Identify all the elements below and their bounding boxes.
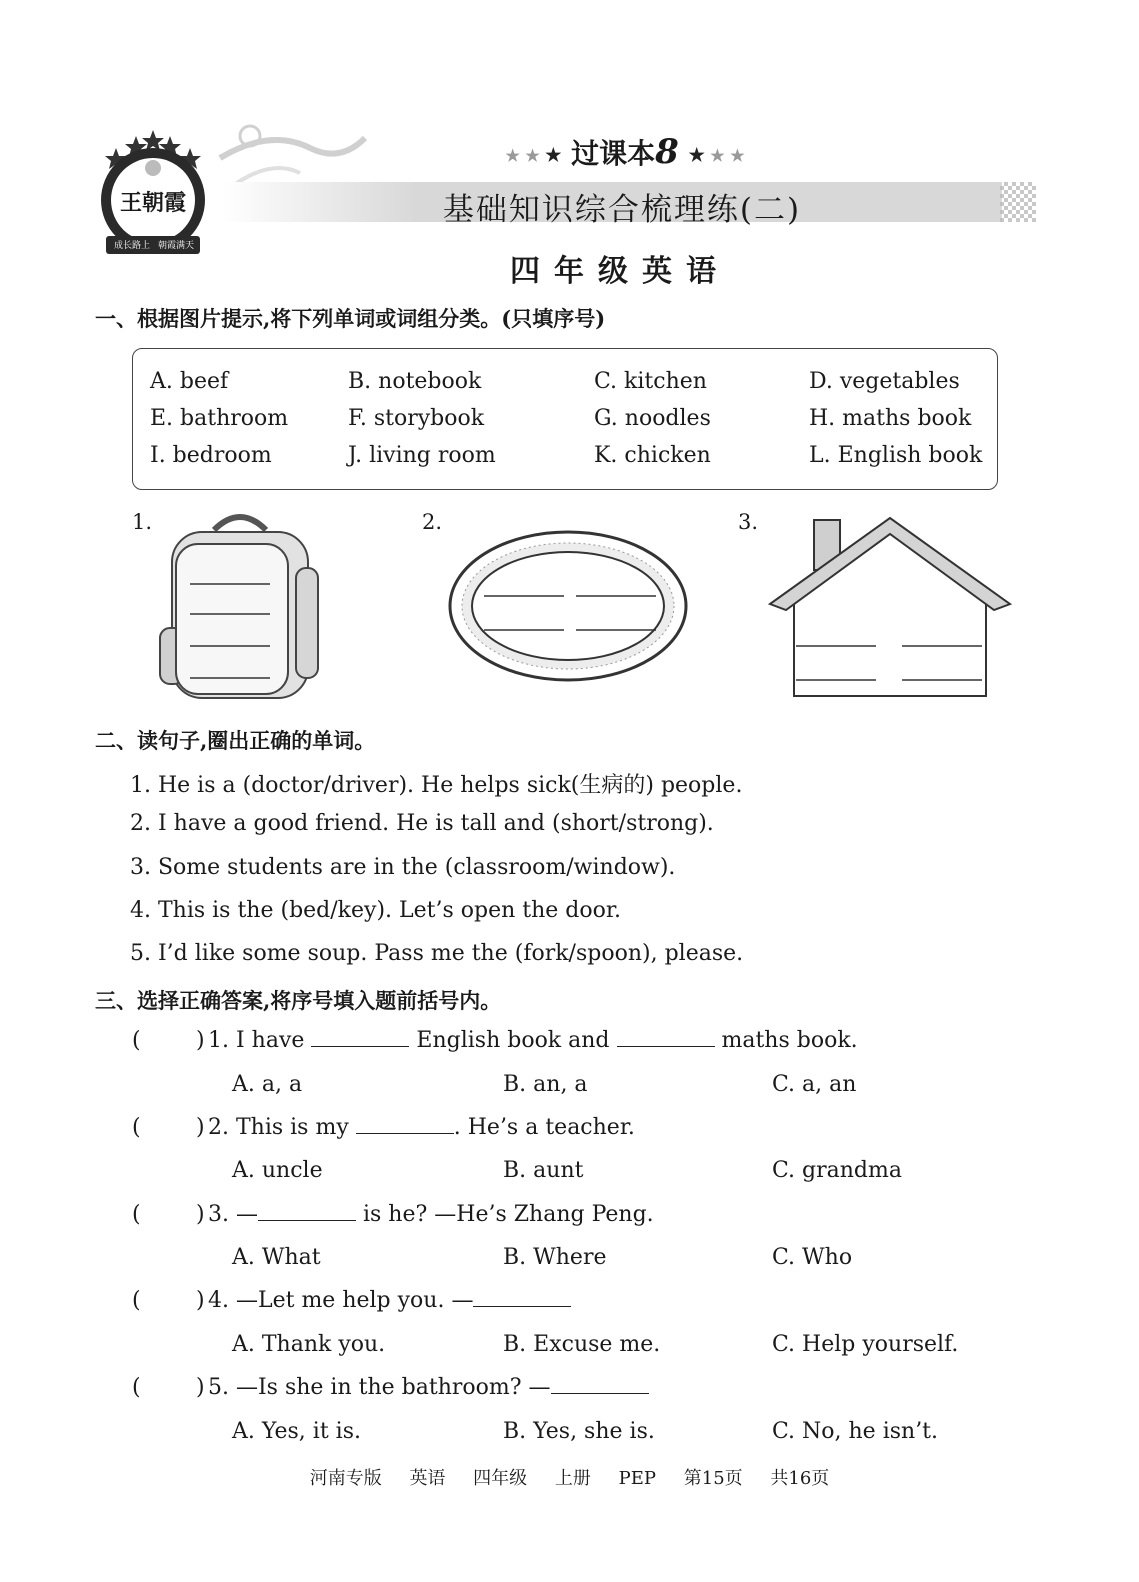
star-icon: ★ ★ xyxy=(704,146,745,165)
word-item: C. kitchen xyxy=(594,369,707,394)
question-2 xyxy=(208,1115,635,1140)
sentence: 1. He is a (doctor/driver). He helps sick(生病的) people. xyxy=(130,773,743,798)
option-a: A. Yes, it is. xyxy=(232,1419,361,1444)
option-b: B. Where xyxy=(503,1245,607,1270)
section3-heading: 三、选择正确答案,将序号填入题前括号内。 xyxy=(95,988,502,1013)
picture-number: 2. xyxy=(422,510,443,534)
answer-blank[interactable] xyxy=(311,1028,409,1047)
answer-paren-close: ) xyxy=(196,1288,205,1313)
option-a: A. Thank you. xyxy=(232,1332,386,1357)
answer-paren-open: ( xyxy=(132,1028,141,1053)
section1-heading: 一、根据图片提示,将下列单词或词组分类。(只填序号) xyxy=(95,306,606,331)
answer-paren-close: ) xyxy=(196,1202,205,1227)
answer-paren-open: ( xyxy=(132,1115,141,1140)
question-text: 5. —Is she in the bathroom? — xyxy=(208,1375,551,1400)
question-text: maths book. xyxy=(714,1028,858,1053)
option-b: B. an, a xyxy=(503,1072,588,1097)
picture-number: 3. xyxy=(738,510,759,534)
word-item: L. English book xyxy=(809,443,983,468)
sentence: 2. I have a good friend. He is tall and (short/strong). xyxy=(130,811,714,836)
footer-volume: 上册 xyxy=(554,1468,591,1489)
page-footer xyxy=(0,1464,1139,1490)
answer-paren-close: ) xyxy=(196,1028,205,1053)
option-a: A. a, a xyxy=(232,1072,303,1097)
publisher-logo xyxy=(92,128,214,260)
footer-version: PEP xyxy=(618,1468,657,1489)
section2-heading: 二、读句子,圈出正确的单词。 xyxy=(95,728,376,753)
sentence: 5. I’d like some soup. Pass me the (fork/spoon), please. xyxy=(130,941,744,966)
star-icon: ★ xyxy=(545,145,562,166)
question-text: 2. This is my xyxy=(208,1115,356,1140)
word-item: A. beef xyxy=(150,369,229,394)
option-c: C. Help yourself. xyxy=(772,1332,959,1357)
answer-paren-open: ( xyxy=(132,1202,141,1227)
word-item: J. living room xyxy=(348,443,496,468)
answer-paren-close: ) xyxy=(196,1375,205,1400)
footer-subject: 英语 xyxy=(409,1468,446,1489)
question-text: is he? —He’s Zhang Peng. xyxy=(355,1202,654,1227)
question-5 xyxy=(208,1375,649,1400)
footer-grade: 四年级 xyxy=(473,1468,528,1489)
banner-number: 8 xyxy=(655,132,679,172)
footer-page-number: 第15页 xyxy=(683,1468,743,1489)
sentence: 3. Some students are in the (classroom/window). xyxy=(130,855,676,880)
logo-subtext-2: 朝霞满天 xyxy=(157,241,194,251)
sentence: 4. This is the (bed/key). Let’s open the door. xyxy=(130,898,621,923)
word-bank-box xyxy=(132,348,998,490)
picture-number: 1. xyxy=(132,510,153,534)
answer-paren-open: ( xyxy=(132,1288,141,1313)
question-4 xyxy=(208,1288,571,1313)
question-1 xyxy=(208,1028,858,1053)
footer-edition: 河南专版 xyxy=(309,1468,382,1489)
answer-paren-open: ( xyxy=(132,1375,141,1400)
option-c: C. grandma xyxy=(772,1158,902,1183)
logo-text: 王朝霞 xyxy=(119,190,186,216)
question-text: . He’s a teacher. xyxy=(453,1115,635,1140)
house-icon xyxy=(766,514,1012,700)
word-item: E. bathroom xyxy=(150,406,289,431)
answer-blank[interactable] xyxy=(551,1375,649,1394)
answer-blank[interactable] xyxy=(617,1028,715,1047)
word-item: I. bedroom xyxy=(150,443,272,468)
option-a: A. uncle xyxy=(232,1158,323,1183)
word-item: K. chicken xyxy=(594,443,711,468)
backpack-icon xyxy=(152,508,328,700)
answer-paren-close: ) xyxy=(196,1115,205,1140)
plate-icon xyxy=(446,528,690,684)
banner-prefix: 过课本 xyxy=(571,137,656,170)
star-icon: ★ xyxy=(688,145,705,166)
page-subtitle: 四年级英语 xyxy=(510,254,730,289)
word-item: B. notebook xyxy=(348,369,482,394)
logo-subtext-1: 成长路上 xyxy=(113,241,150,251)
question-3 xyxy=(208,1202,654,1227)
word-item: F. storybook xyxy=(348,406,485,431)
option-b: B. Excuse me. xyxy=(503,1332,661,1357)
word-item: H. maths book xyxy=(809,406,972,431)
question-text: 4. —Let me help you. — xyxy=(208,1288,474,1313)
option-a: A. What xyxy=(232,1245,321,1270)
option-c: C. Who xyxy=(772,1245,853,1270)
word-item: D. vegetables xyxy=(809,369,960,394)
footer-total-pages: 共16页 xyxy=(770,1468,830,1489)
answer-blank[interactable] xyxy=(356,1115,454,1134)
page-title: 基础知识综合梳理练(二) xyxy=(442,192,802,228)
answer-blank[interactable] xyxy=(258,1202,356,1221)
question-text: 1. I have xyxy=(208,1028,312,1053)
word-item: G. noodles xyxy=(594,406,711,431)
option-b: B. Yes, she is. xyxy=(503,1419,655,1444)
question-text: 3. — xyxy=(208,1202,258,1227)
answer-blank[interactable] xyxy=(473,1288,571,1307)
option-c: C. No, he isn’t. xyxy=(772,1419,939,1444)
option-b: B. aunt xyxy=(503,1158,584,1183)
lesson-banner xyxy=(500,132,750,172)
option-c: C. a, an xyxy=(772,1072,857,1097)
star-icon: ★ ★ xyxy=(505,146,546,165)
question-text: English book and xyxy=(409,1028,617,1053)
